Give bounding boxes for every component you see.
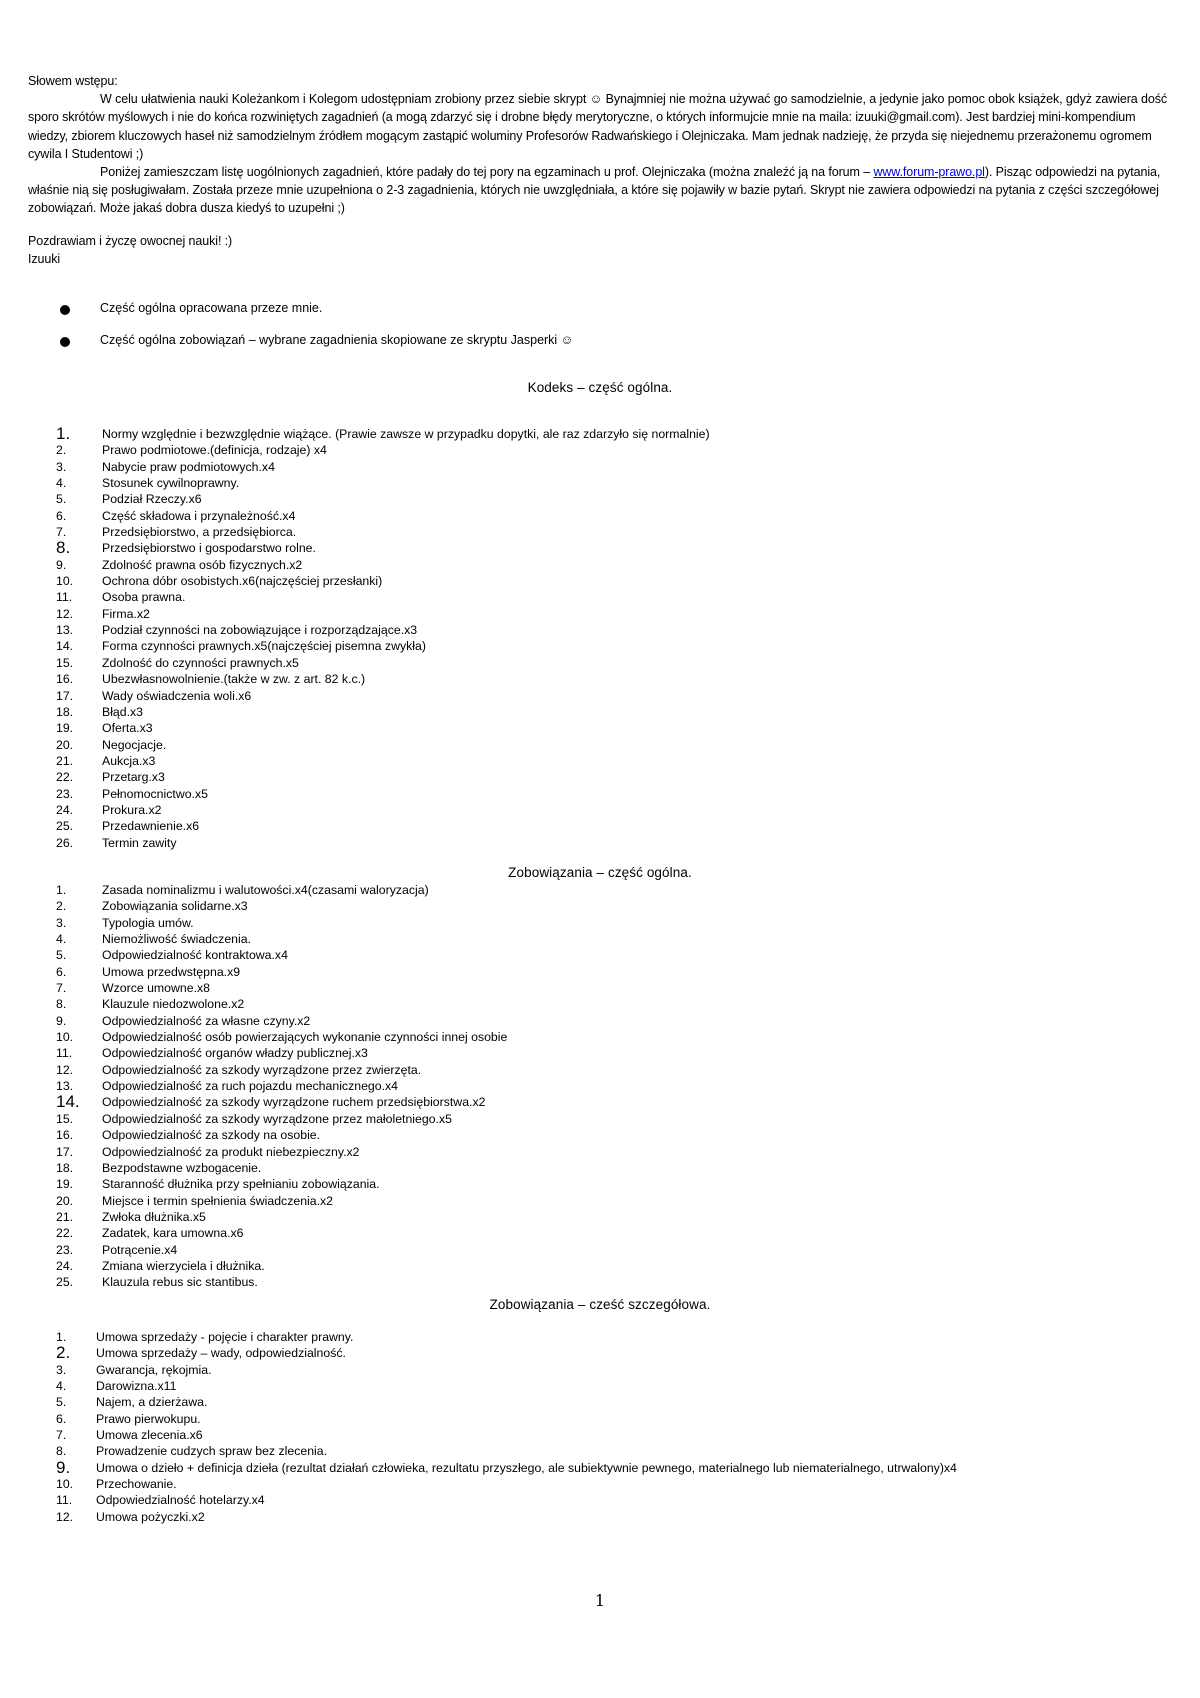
- list-item-text: Prawo podmiotowe.(definicja, rodzaje) x4: [102, 443, 327, 458]
- list-item: [56, 1258, 507, 1274]
- intro-paragraph-1: W celu ułatwienia nauki Koleżankom i Kolegom udostępniam zrobiony przez siebie skrypt ☺ Bynajmniej nie można używać go samodzielnie, a jedynie jako pomoc obok książek, gdyż zawiera dość sporo skrótów myślowych i nie do końca rozwiniętych zagadnień (a mogą zdarzyć się i drobne błędy merytoryczne, o których informujcie mnie na maila: izuuki@gmail.com). Jest bardziej mini-kompendium wiedzy, zbiorem kluczowych haseł niż samodzielnym źródłem mogącym zastąpić woluminy Profesorów Radwańskiego i Olejniczaka. Mam jednak nadzieję, że przyda się niejednemu przerażonemu ogromem cywila I Studentowi ;): [28, 92, 1168, 161]
- list-item-number: 15.: [56, 655, 74, 670]
- list-item: [56, 1457, 957, 1477]
- list-item: [56, 786, 710, 802]
- bullet-item: [60, 333, 960, 365]
- intro-closing: Pozdrawiam i życzę owocnej nauki! :): [28, 233, 233, 248]
- list-item: [56, 882, 507, 898]
- list-item: [56, 1144, 507, 1160]
- list-item-text: Wady oświadczenia woli.x6: [102, 688, 252, 703]
- list-item-text: Odpowiedzialność za szkody na osobie.: [102, 1128, 321, 1143]
- bullet-item: [60, 301, 960, 333]
- list-item: [56, 426, 710, 442]
- section-list-zobowiazania-szczegolowa: [56, 1329, 957, 1525]
- list-item: [56, 1362, 957, 1378]
- section-list-kodeks: [56, 426, 710, 851]
- intro-paragraph-2-text: Poniżej zamieszczam listę uogólnionych zagadnień, które padały do tej pory na egzaminach u prof. Olejniczaka (można znaleźć ją na forum –: [100, 165, 874, 180]
- list-item-text: Najem, a dzierżawa.: [96, 1395, 208, 1410]
- list-item-number: 1.: [56, 1330, 67, 1344]
- list-item-text: Podział Rzeczy.x6: [102, 492, 202, 507]
- list-item-number: 24.: [56, 1258, 74, 1273]
- list-item: [56, 996, 507, 1012]
- list-item-number: 19.: [56, 1177, 74, 1192]
- list-item: [56, 688, 710, 704]
- list-item-text: Przedsiębiorstwo i gospodarstwo rolne.: [102, 541, 316, 556]
- bullet-icon: [60, 305, 70, 315]
- list-item-text: Zasada nominalizmu i walutowości.x4(czasami waloryzacja): [102, 883, 429, 897]
- bullet-icon: [60, 337, 70, 347]
- list-item-text: Gwarancja, rękojmia.: [96, 1362, 212, 1377]
- list-item: [56, 589, 710, 605]
- list-item-number: 3.: [56, 459, 67, 474]
- list-item-number: 14.: [56, 639, 74, 654]
- intro-section: [28, 72, 1176, 268]
- list-item-text: Wzorce umowne.x8: [102, 981, 210, 996]
- list-item: [56, 622, 710, 638]
- list-item: [56, 1411, 957, 1427]
- list-item-text: Zmiana wierzyciela i dłużnika.: [102, 1258, 265, 1273]
- list-item-text: Przechowanie.: [96, 1477, 177, 1492]
- list-item-text: Prokura.x2: [102, 802, 162, 817]
- list-item: [56, 655, 710, 671]
- list-item-number: 1.: [56, 883, 67, 897]
- list-item-number: 8.: [56, 997, 67, 1012]
- list-item-text: Bezpodstawne wzbogacenie.: [102, 1160, 262, 1175]
- list-item: [56, 1242, 507, 1258]
- list-item-number: 7.: [56, 1428, 67, 1443]
- list-item-number: 9.: [56, 1457, 71, 1477]
- list-item: [56, 737, 710, 753]
- list-item: [56, 1476, 957, 1492]
- bullet-text: Część ogólna zobowiązań – wybrane zagadnienia skopiowane ze skryptu Jasperki ☺: [100, 333, 574, 347]
- list-item-text: Potrącenie.x4: [102, 1242, 178, 1257]
- list-item: [56, 915, 507, 931]
- list-item-number: 3.: [56, 915, 67, 930]
- list-item-text: Umowa pożyczki.x2: [96, 1509, 205, 1524]
- list-item-text: Odpowiedzialność za szkody wyrządzone przez małoletniego.x5: [102, 1111, 452, 1126]
- list-item: [56, 1345, 957, 1361]
- list-item: [56, 1509, 957, 1525]
- list-item-text: Stosunek cywilnoprawny.: [102, 476, 240, 491]
- list-item: [56, 573, 710, 589]
- list-item-text: Błąd.x3: [102, 704, 144, 719]
- list-item: [56, 931, 507, 947]
- list-item-number: 21.: [56, 1209, 74, 1224]
- list-item-number: 10.: [56, 1030, 74, 1045]
- list-item: [56, 671, 710, 687]
- list-item-number: 15.: [56, 1111, 74, 1126]
- list-item-number: 2.: [56, 443, 67, 458]
- list-item-number: 20.: [56, 737, 74, 752]
- list-item-text: Miejsce i termin spełnienia świadczenia.x2: [102, 1193, 334, 1208]
- list-item-number: 11.: [56, 590, 73, 605]
- list-item: [56, 964, 507, 980]
- list-item: [56, 540, 710, 556]
- list-item-text: Umowa o dzieło + definicja dzieła (rezultat działań człowieka, rezultatu przyszłego, ale subiektywnie pewnego, materialnego lub niematerialnego, utrwalony)x4: [96, 1460, 957, 1475]
- list-item-number: 11.: [56, 1493, 73, 1508]
- list-item-text: Firma.x2: [102, 606, 150, 621]
- list-item: [56, 475, 710, 491]
- list-item-number: 11.: [56, 1046, 73, 1061]
- list-item-number: 20.: [56, 1193, 74, 1208]
- list-item: [56, 802, 710, 818]
- list-item-number: 4.: [56, 1379, 67, 1394]
- list-item: [56, 1193, 507, 1209]
- list-item-number: 23.: [56, 786, 74, 801]
- list-item: [56, 1492, 957, 1508]
- list-item-number: 22.: [56, 1226, 74, 1241]
- intro-paragraph-2: [28, 163, 1176, 218]
- list-item: [56, 947, 507, 963]
- list-item-text: Prawo pierwokupu.: [96, 1411, 201, 1426]
- forum-link[interactable]: www.forum-prawo.pl: [873, 165, 985, 180]
- section-heading-kodeks: Kodeks – część ogólna.: [527, 380, 673, 395]
- list-item-text: Oferta.x3: [102, 721, 153, 736]
- list-item-text: Negocjacje.: [102, 737, 167, 752]
- list-item-text: Umowa sprzedaży – wady, odpowiedzialność.: [96, 1346, 346, 1361]
- list-item-text: Umowa zlecenia.x6: [96, 1428, 203, 1443]
- list-item-text: Niemożliwość świadczenia.: [102, 932, 251, 947]
- list-item-text: Odpowiedzialność organów władzy publicznej.x3: [102, 1046, 368, 1061]
- list-item-number: 5.: [56, 492, 67, 507]
- list-item-number: 8.: [56, 1444, 67, 1459]
- list-item-number: 2.: [56, 1343, 71, 1363]
- list-item-number: 25.: [56, 1275, 74, 1290]
- list-item-number: 16.: [56, 672, 74, 687]
- list-item-text: Prowadzenie cudzych spraw bez zlecenia.: [96, 1444, 328, 1459]
- list-item-number: 16.: [56, 1128, 74, 1143]
- intro-greeting: Słowem wstępu:: [28, 74, 118, 88]
- list-item: [56, 1127, 507, 1143]
- list-item-number: 14.: [56, 1092, 80, 1112]
- list-item: [56, 1176, 507, 1192]
- list-item: [56, 1427, 957, 1443]
- list-item-text: Ochrona dóbr osobistych.x6(najczęściej przesłanki): [102, 574, 383, 589]
- list-item-number: 26.: [56, 835, 74, 850]
- list-item-text: Zdolność prawna osób fizycznych.x2: [102, 557, 303, 572]
- list-item-number: 10.: [56, 574, 74, 589]
- list-item-text: Aukcja.x3: [102, 753, 156, 768]
- list-item-text: Odpowiedzialność za własne czyny.x2: [102, 1013, 311, 1028]
- list-item-number: 12.: [56, 1062, 74, 1077]
- list-item: [56, 1013, 507, 1029]
- list-item-number: 17.: [56, 688, 74, 703]
- list-item-number: 10.: [56, 1477, 74, 1492]
- list-item: [56, 1274, 507, 1290]
- list-item-number: 13.: [56, 623, 74, 638]
- list-item-text: Termin zawity: [102, 835, 177, 850]
- list-item-text: Zdolność do czynności prawnych.x5: [102, 655, 299, 670]
- list-item: [56, 704, 710, 720]
- list-item-text: Pełnomocnictwo.x5: [102, 786, 208, 801]
- list-item: [56, 1443, 957, 1459]
- section-heading-zobowiazania-szczegolowa: Zobowiązania – cześć szczegółowa.: [489, 1297, 711, 1312]
- list-item: [56, 1209, 507, 1225]
- list-item: [56, 491, 710, 507]
- list-item-number: 18.: [56, 1160, 74, 1175]
- list-item: [56, 835, 710, 851]
- list-item: [56, 1378, 957, 1394]
- list-item-text: Typologia umów.: [102, 915, 194, 930]
- list-item: [56, 1078, 507, 1094]
- list-item-text: Odpowiedzialność hotelarzy.x4: [96, 1493, 265, 1508]
- section-heading-zobowiazania-ogolna: Zobowiązania – część ogólna.: [508, 865, 692, 880]
- list-item-number: 4.: [56, 476, 67, 491]
- list-item-number: 7.: [56, 981, 67, 996]
- list-item-number: 12.: [56, 606, 74, 621]
- list-item-text: Ubezwłasnowolnienie.(także w zw. z art. 82 k.c.): [102, 672, 366, 687]
- list-item-number: 9.: [56, 557, 67, 572]
- page-number: 1: [594, 1591, 606, 1610]
- list-item: [56, 980, 507, 996]
- list-item-text: Umowa sprzedaży - pojęcie i charakter prawny.: [96, 1330, 354, 1344]
- list-item-number: 5.: [56, 948, 67, 963]
- list-item-number: 21.: [56, 753, 74, 768]
- list-item-number: 4.: [56, 932, 67, 947]
- bullet-text: Część ogólna opracowana przeze mnie.: [100, 301, 323, 315]
- list-item-number: 6.: [56, 508, 67, 523]
- list-item-number: 17.: [56, 1144, 74, 1159]
- list-item-text: Podział czynności na zobowiązujące i rozporządzające.x3: [102, 623, 418, 638]
- list-item-number: 19.: [56, 721, 74, 736]
- list-item-text: Nabycie praw podmiotowych.x4: [102, 459, 275, 474]
- list-item: [56, 606, 710, 622]
- list-item-text: Odpowiedzialność za szkody wyrządzone przez zwierzęta.: [102, 1062, 422, 1077]
- list-item: [56, 442, 710, 458]
- list-item-number: 6.: [56, 1411, 67, 1426]
- list-item-number: 3.: [56, 1362, 67, 1377]
- list-item-text: Klauzule niedozwolone.x2: [102, 997, 245, 1012]
- intro-signature: Izuuki: [28, 251, 61, 266]
- list-item-number: 22.: [56, 770, 74, 785]
- list-item-text: Odpowiedzialność za szkody wyrządzone ruchem przedsiębiorstwa.x2: [102, 1095, 486, 1110]
- list-item-text: Darowizna.x11: [96, 1379, 177, 1394]
- list-item-text: Przetarg.x3: [102, 770, 165, 785]
- list-item: [56, 1045, 507, 1061]
- list-item-text: Zobowiązania solidarne.x3: [102, 899, 248, 914]
- list-item-text: Odpowiedzialność osób powierzających wykonanie czynności innej osobie: [102, 1030, 508, 1045]
- list-item-text: Klauzula rebus sic stantibus.: [102, 1275, 258, 1290]
- list-item: [56, 1394, 957, 1410]
- list-item-text: Zadatek, kara umowna.x6: [102, 1226, 244, 1241]
- list-item-text: Normy względnie i bezwzględnie wiążące. (Prawie zawsze w przypadku dopytki, ale raz zdarzyło się normalnie): [102, 427, 710, 441]
- list-item-text: Przedsiębiorstwo, a przedsiębiorca.: [102, 525, 297, 540]
- list-item-text: Odpowiedzialność za produkt niebezpieczny.x2: [102, 1144, 360, 1159]
- list-item: [56, 753, 710, 769]
- list-item-number: 5.: [56, 1395, 67, 1410]
- list-item-number: 25.: [56, 819, 74, 834]
- list-item: [56, 557, 710, 573]
- list-item-number: 7.: [56, 525, 67, 540]
- list-item-number: 13.: [56, 1079, 74, 1094]
- list-item: [56, 1062, 507, 1078]
- list-item: [56, 898, 507, 914]
- section-list-zobowiazania-ogolna: [56, 882, 507, 1291]
- bullet-list: [60, 301, 960, 365]
- list-item-number: 1.: [56, 424, 71, 443]
- list-item: [56, 1329, 957, 1345]
- list-item-text: Staranność dłużnika przy spełnianiu zobowiązania.: [102, 1177, 380, 1192]
- list-item-text: Zwłoka dłużnika.x5: [102, 1209, 206, 1224]
- list-item-number: 18.: [56, 704, 74, 719]
- list-item: [56, 508, 710, 524]
- list-item: [56, 818, 710, 834]
- list-item-text: Forma czynności prawnych.x5(najczęściej pisemna zwykła): [102, 639, 426, 654]
- list-item-text: Osoba prawna.: [102, 590, 186, 605]
- list-item: [56, 524, 710, 540]
- list-item-number: 24.: [56, 802, 74, 817]
- list-item: [56, 1029, 507, 1045]
- list-item-text: Odpowiedzialność kontraktowa.x4: [102, 948, 288, 963]
- list-item: [56, 1160, 507, 1176]
- list-item-text: Odpowiedzialność za ruch pojazdu mechanicznego.x4: [102, 1079, 398, 1094]
- list-item-number: 12.: [56, 1509, 74, 1524]
- list-item-number: 8.: [56, 538, 71, 558]
- list-item: [56, 1094, 507, 1110]
- list-item-text: Umowa przedwstępna.x9: [102, 964, 241, 979]
- list-item-text: Część składowa i przynależność.x4: [102, 508, 296, 523]
- list-item-number: 23.: [56, 1242, 74, 1257]
- list-item-number: 9.: [56, 1013, 67, 1028]
- list-item: [56, 459, 710, 475]
- list-item-number: 2.: [56, 899, 67, 914]
- list-item: [56, 720, 710, 736]
- list-item-text: Przedawnienie.x6: [102, 819, 200, 834]
- intro-paragraph-2-rest: ). Pisząc odpowiedzi na pytania, właśnie nią się posługiwałam. Została przeze mnie uzupełniona o 2-3 zagadnienia, których nie uwzględniała, a które się pojawiły w bazie pytań. Skrypt nie zawiera odpowiedzi na pytania z części szczegółowej zobowiązań. Może jakaś dobra dusza kiedyś to uzupełni ;): [28, 165, 1161, 216]
- list-item: [56, 769, 710, 785]
- list-item-number: 6.: [56, 964, 67, 979]
- list-item: [56, 1111, 507, 1127]
- list-item: [56, 638, 710, 654]
- list-item: [56, 1225, 507, 1241]
